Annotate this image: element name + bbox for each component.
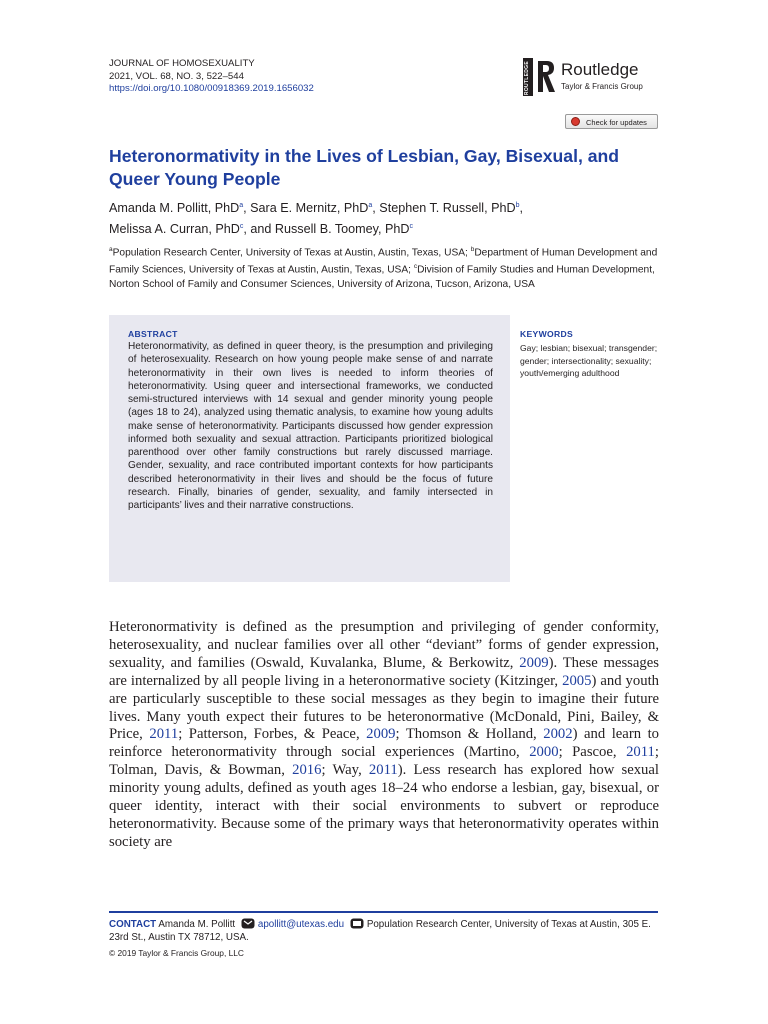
citation: 2021, VOL. 68, NO. 3, 522–544 [109,70,244,82]
affiliation-mark: b [470,246,475,253]
keywords-heading: KEYWORDS [520,329,574,339]
citation-year-link[interactable]: 2011 [149,726,179,743]
abstract-text: Heteronormativity, as defined in queer theory, is the presumption and privileging of heterosexuality. Research on how young people make sense of and narrate heteronormativity in their own lives is needed to inform theories of heteronormativity. Using queer and intersectional frameworks, we conducted semi-structured interviews with 14 sexual and gender minority young people (ages 18 to 24), analyzed using thematic analysis, to examine how young adults make sense of heteronormativity. Participants discussed how gender expression informed both sexuality and sexual attraction. Participants prioritized biological parenthood over other family constructions but rarely discussed marriage. Gender, sexuality, and race contributed important contexts for how participants described heteronormativity in their lives and should be the focus of future research. Finally, binaries of gender, sexuality, and family intersected in participants’ lives and their narrative constructions. [128,341,493,511]
journal-header [109,58,314,96]
contact-email-link[interactable]: apollitt@utexas.edu [257,919,345,930]
body-text-segment: ; Patterson, Forbes, & Peace, [178,726,367,743]
contact-label: CONTACT [109,919,157,930]
journal-name: JOURNAL OF HOMOSEXUALITY [109,58,255,69]
citation-year-link[interactable]: 2002 [543,726,573,743]
publisher-subtitle: Taylor & Francis Group [561,82,643,91]
update-badge-icon [571,117,580,126]
affiliation-text: Department of Human Development and Family Sciences, University of Texas at Austin, Austin, Texas, USA; [109,247,658,276]
copyright: © 2019 Taylor & Francis Group, LLC [109,948,244,958]
affiliation-mark: c [413,263,418,271]
publisher-logo [523,58,663,98]
contact-name: Amanda M. Pollitt [158,919,236,930]
affiliation-text: Division of Family Studies and Human Development, Norton School of Family and Consumer Sciences, University of Arizona, Tucson, Arizona, USA [109,264,655,290]
body-text-segment: ) and youth are particularly susceptible to these social messages as they begin to imagine their future lives. Many youth expect their futures to be heteronormative (McDonald, Pini, Bailey, & Price, [109,672,659,743]
check-for-updates-button[interactable] [565,114,658,129]
author-name: Melissa A. Curran, PhD [109,221,240,236]
citation-year-link[interactable]: 2011 [368,762,398,779]
citation-year-link[interactable]: 2016 [292,762,322,779]
footer-rule [109,911,658,913]
citation-year-link[interactable]: 2000 [529,744,559,761]
logo-sidebar-text: ROUTLEDGE [524,61,530,96]
affiliation-mark: a [109,246,113,253]
affiliations [109,243,664,292]
abstract-heading: ABSTRACT [128,329,178,339]
citation-year-link[interactable]: 2009 [366,726,396,743]
body-text-segment: ; Way, [321,762,369,779]
citation-year-link[interactable]: 2005 [562,672,592,689]
body-text-segment: ). These messages are internalized by all people living in a heteronormative society (Kitzinger, [109,654,659,689]
body-paragraph [109,619,659,852]
body-text-segment: ) and learn to reinforce heteronormativity through social experiences (Martino, [109,726,659,761]
author-name: Russell B. Toomey, PhD [274,221,410,236]
affiliation-text: Population Research Center, University of Texas at Austin, Austin, Texas, USA; [112,247,471,259]
author-list: Amanda M. Pollitt, PhD$^a$, Sara E. Mernitz, PhD$^a$, Stephen T. Russell, PhD$^b$, Melissa A. Curran, PhD$^c$, and Russell B. Toomey, PhD$^c$ [109,201,523,236]
email-icon [241,918,255,929]
publisher-name: Routledge [561,60,639,79]
citation-year-link[interactable]: 2009 [519,654,549,671]
author-affiliation-mark[interactable]: b [515,202,520,209]
body-text-segment: Heteronormativity is defined as the presumption and privileging of gender conformity, heterosexuality, and nuclear families over all other “deviant” forms of gender expression, sexuality, and families (Oswald, Kuvalanka, Blume, & Berkowitz, [109,619,659,671]
body-text-segment: ; Thomson & Holland, [395,726,544,743]
author-affiliation-mark[interactable]: a [368,202,373,209]
routledge-r-icon [535,58,557,96]
body-text-segment: ; Tolman, Davis, & Bowman, [109,744,659,779]
address-icon [350,918,364,929]
body-text-segment: ). Less research has explored how sexual minority young adults, defined as youth ages 18–24 who endorse a lesbian, gay, bisexual, or queer identity, interact with their social environments to subvert or reproduce heteronormativity. Because some of the primary ways that heteronormativity operates within society are [109,762,659,850]
author-affiliation-mark[interactable]: a [239,202,244,209]
logo-sidebar [523,58,533,96]
author-affiliation-mark[interactable]: c [239,222,244,230]
contact-address: Population Research Center, University of Texas at Austin, 305 E. 23rd St., Austin TX 78712, USA. [109,919,651,943]
author-name: Stephen T. Russell, PhD [379,201,516,216]
keywords-list: Gay; lesbian; bisexual; transgender; gender; intersectionality; sexuality; youth/emerging adulthood [520,343,658,379]
author-name: Sara E. Mernitz, PhD [250,201,369,216]
author-name: Amanda M. Pollitt, PhD [109,201,240,216]
body-text-segment: ; Pascoe, [558,744,627,761]
citation-year-link[interactable]: 2011 [626,744,655,761]
author-affiliation-mark[interactable]: c [409,222,414,230]
article-title: Heteronormativity in the Lives of Lesbian, Gay, Bisexual, and Queer Young People [109,146,620,189]
contact-block [109,918,669,944]
check-for-updates-label: Check for updates [586,118,647,127]
doi-link[interactable]: https://doi.org/10.1080/00918369.2019.1656032 [109,83,314,95]
